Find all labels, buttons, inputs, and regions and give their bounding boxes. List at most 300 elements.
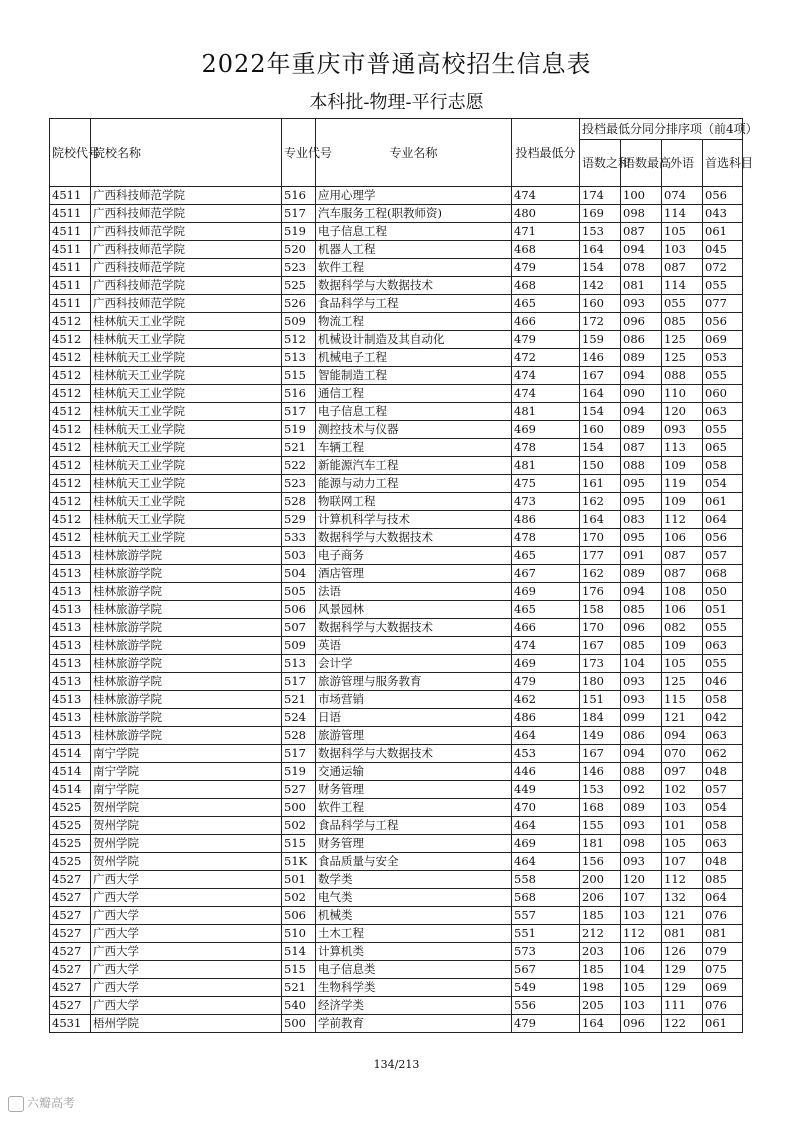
cell-school-name: 广西大学 [91, 907, 282, 925]
cell-major-name: 计算机科学与技术 [316, 511, 512, 529]
cell-school-code: 4513 [50, 655, 91, 673]
cell-foreign-language: 113 [662, 439, 703, 457]
table-row [50, 475, 743, 493]
cell-min-score: 465 [512, 295, 580, 313]
cell-major-code: 527 [282, 781, 316, 799]
cell-foreign-language: 109 [662, 637, 703, 655]
cell-foreign-language: 125 [662, 349, 703, 367]
cell-school-code: 4511 [50, 205, 91, 223]
table-row [50, 655, 743, 673]
cell-chinese-math-sum: 146 [580, 763, 621, 781]
table-row [50, 439, 743, 457]
cell-school-code: 4513 [50, 637, 91, 655]
cell-school-code: 4513 [50, 583, 91, 601]
cell-school-name: 广西科技师范学院 [91, 223, 282, 241]
cell-foreign-language: 112 [662, 511, 703, 529]
cell-major-name: 数据科学与大数据技术 [316, 277, 512, 295]
cell-major-name: 电气类 [316, 889, 512, 907]
cell-major-name: 土木工程 [316, 925, 512, 943]
cell-major-name: 食品科学与工程 [316, 295, 512, 313]
table-row [50, 835, 743, 853]
cell-min-score: 468 [512, 241, 580, 259]
header-preferred-subject: 首选科目 [703, 140, 743, 187]
cell-major-code: 509 [282, 637, 316, 655]
cell-major-code: 526 [282, 295, 316, 313]
cell-min-score: 481 [512, 403, 580, 421]
cell-major-name: 软件工程 [316, 259, 512, 277]
cell-min-score: 465 [512, 547, 580, 565]
cell-major-name: 财务管理 [316, 781, 512, 799]
header-chinese-math-sum: 语数之和 [580, 140, 621, 187]
table-row [50, 277, 743, 295]
cell-chinese-math-sum: 203 [580, 943, 621, 961]
cell-major-code: 517 [282, 673, 316, 691]
cell-major-name: 计算机类 [316, 943, 512, 961]
table-row [50, 871, 743, 889]
cell-preferred-subject: 063 [703, 637, 743, 655]
cell-major-name: 日语 [316, 709, 512, 727]
cell-foreign-language: 102 [662, 781, 703, 799]
cell-preferred-subject: 055 [703, 277, 743, 295]
cell-major-name: 食品科学与工程 [316, 817, 512, 835]
cell-major-name: 新能源汽车工程 [316, 457, 512, 475]
cell-chinese-math-max: 100 [621, 187, 662, 205]
table-row [50, 511, 743, 529]
cell-foreign-language: 094 [662, 727, 703, 745]
cell-foreign-language: 106 [662, 601, 703, 619]
cell-major-name: 机械电子工程 [316, 349, 512, 367]
cell-foreign-language: 087 [662, 259, 703, 277]
cell-min-score: 573 [512, 943, 580, 961]
cell-school-code: 4512 [50, 439, 91, 457]
cell-min-score: 568 [512, 889, 580, 907]
table-row [50, 709, 743, 727]
cell-major-name: 英语 [316, 637, 512, 655]
cell-min-score: 453 [512, 745, 580, 763]
table-row [50, 979, 743, 997]
cell-chinese-math-sum: 173 [580, 655, 621, 673]
cell-major-code: 529 [282, 511, 316, 529]
cell-chinese-math-sum: 185 [580, 961, 621, 979]
cell-chinese-math-sum: 167 [580, 637, 621, 655]
cell-preferred-subject: 063 [703, 727, 743, 745]
cell-chinese-math-sum: 185 [580, 907, 621, 925]
cell-chinese-math-sum: 162 [580, 565, 621, 583]
table-row [50, 457, 743, 475]
cell-school-name: 桂林航天工业学院 [91, 493, 282, 511]
cell-school-name: 桂林航天工业学院 [91, 475, 282, 493]
cell-school-name: 梧州学院 [91, 1015, 282, 1033]
cell-chinese-math-sum: 154 [580, 259, 621, 277]
cell-preferred-subject: 048 [703, 853, 743, 871]
cell-major-name: 生物科学类 [316, 979, 512, 997]
cell-min-score: 471 [512, 223, 580, 241]
cell-major-name: 食品质量与安全 [316, 853, 512, 871]
cell-foreign-language: 110 [662, 385, 703, 403]
cell-preferred-subject: 068 [703, 565, 743, 583]
cell-preferred-subject: 058 [703, 817, 743, 835]
cell-major-name: 财务管理 [316, 835, 512, 853]
cell-school-name: 桂林航天工业学院 [91, 313, 282, 331]
cell-school-name: 广西科技师范学院 [91, 277, 282, 295]
cell-major-name: 物联网工程 [316, 493, 512, 511]
cell-chinese-math-sum: 162 [580, 493, 621, 511]
cell-min-score: 467 [512, 565, 580, 583]
cell-chinese-math-max: 098 [621, 205, 662, 223]
cell-chinese-math-max: 106 [621, 943, 662, 961]
cell-major-name: 电子信息类 [316, 961, 512, 979]
cell-preferred-subject: 063 [703, 835, 743, 853]
cell-chinese-math-sum: 164 [580, 385, 621, 403]
cell-school-name: 桂林旅游学院 [91, 547, 282, 565]
cell-preferred-subject: 054 [703, 799, 743, 817]
cell-major-code: 522 [282, 457, 316, 475]
cell-school-name: 桂林旅游学院 [91, 601, 282, 619]
cell-chinese-math-sum: 164 [580, 511, 621, 529]
cell-min-score: 474 [512, 187, 580, 205]
cell-preferred-subject: 065 [703, 439, 743, 457]
cell-school-code: 4525 [50, 853, 91, 871]
cell-chinese-math-sum: 180 [580, 673, 621, 691]
cell-foreign-language: 115 [662, 691, 703, 709]
cell-foreign-language: 106 [662, 529, 703, 547]
cell-school-code: 4514 [50, 781, 91, 799]
cell-chinese-math-sum: 167 [580, 367, 621, 385]
cell-preferred-subject: 058 [703, 457, 743, 475]
cell-school-name: 桂林旅游学院 [91, 673, 282, 691]
cell-foreign-language: 093 [662, 421, 703, 439]
cell-major-name: 数学类 [316, 871, 512, 889]
cell-foreign-language: 074 [662, 187, 703, 205]
cell-min-score: 474 [512, 637, 580, 655]
cell-preferred-subject: 048 [703, 763, 743, 781]
table-row [50, 385, 743, 403]
cell-preferred-subject: 055 [703, 655, 743, 673]
cell-chinese-math-sum: 153 [580, 223, 621, 241]
cell-min-score: 479 [512, 673, 580, 691]
cell-school-code: 4512 [50, 403, 91, 421]
table-row [50, 601, 743, 619]
cell-major-code: 519 [282, 223, 316, 241]
table-row [50, 493, 743, 511]
cell-preferred-subject: 045 [703, 241, 743, 259]
cell-school-name: 桂林航天工业学院 [91, 421, 282, 439]
watermark-text: 六瓣高考 [27, 1096, 76, 1110]
cell-foreign-language: 088 [662, 367, 703, 385]
cell-major-code: 506 [282, 601, 316, 619]
cell-min-score: 479 [512, 1015, 580, 1033]
cell-major-code: 521 [282, 691, 316, 709]
cell-school-name: 桂林旅游学院 [91, 637, 282, 655]
cell-major-name: 通信工程 [316, 385, 512, 403]
cell-school-name: 桂林旅游学院 [91, 583, 282, 601]
cell-chinese-math-sum: 198 [580, 979, 621, 997]
cell-chinese-math-max: 094 [621, 403, 662, 421]
page-number: 134/213 [373, 1058, 420, 1071]
cell-chinese-math-sum: 142 [580, 277, 621, 295]
cell-chinese-math-sum: 168 [580, 799, 621, 817]
cell-preferred-subject: 056 [703, 313, 743, 331]
cell-major-name: 机械类 [316, 907, 512, 925]
cell-school-name: 广西科技师范学院 [91, 187, 282, 205]
cell-chinese-math-sum: 200 [580, 871, 621, 889]
cell-chinese-math-max: 089 [621, 799, 662, 817]
cell-major-code: 506 [282, 907, 316, 925]
cell-foreign-language: 109 [662, 457, 703, 475]
cell-major-name: 数据科学与大数据技术 [316, 619, 512, 637]
cell-chinese-math-max: 088 [621, 763, 662, 781]
cell-school-code: 4512 [50, 457, 91, 475]
cell-foreign-language: 105 [662, 655, 703, 673]
cell-major-name: 市场营销 [316, 691, 512, 709]
cell-chinese-math-max: 095 [621, 529, 662, 547]
table-row [50, 349, 743, 367]
table-row [50, 367, 743, 385]
cell-preferred-subject: 043 [703, 205, 743, 223]
cell-school-code: 4512 [50, 367, 91, 385]
cell-major-code: 515 [282, 961, 316, 979]
cell-major-name: 酒店管理 [316, 565, 512, 583]
cell-preferred-subject: 076 [703, 997, 743, 1015]
table-row [50, 187, 743, 205]
cell-major-code: 519 [282, 763, 316, 781]
cell-chinese-math-sum: 159 [580, 331, 621, 349]
cell-major-code: 525 [282, 277, 316, 295]
cell-chinese-math-sum: 164 [580, 241, 621, 259]
cell-min-score: 486 [512, 709, 580, 727]
cell-major-name: 学前教育 [316, 1015, 512, 1033]
cell-major-code: 519 [282, 421, 316, 439]
cell-school-code: 4511 [50, 241, 91, 259]
cell-min-score: 465 [512, 601, 580, 619]
cell-preferred-subject: 042 [703, 709, 743, 727]
header-foreign-language: 外语 [662, 140, 703, 187]
cell-school-name: 贺州学院 [91, 835, 282, 853]
cell-major-name: 汽车服务工程(职教师资) [316, 205, 512, 223]
cell-foreign-language: 112 [662, 871, 703, 889]
cell-preferred-subject: 055 [703, 421, 743, 439]
cell-foreign-language: 114 [662, 277, 703, 295]
cell-min-score: 446 [512, 763, 580, 781]
cell-chinese-math-sum: 151 [580, 691, 621, 709]
table-row [50, 691, 743, 709]
cell-school-code: 4513 [50, 619, 91, 637]
cell-min-score: 474 [512, 367, 580, 385]
cell-chinese-math-max: 088 [621, 457, 662, 475]
cell-preferred-subject: 053 [703, 349, 743, 367]
cell-school-name: 广西大学 [91, 889, 282, 907]
cell-major-name: 数据科学与大数据技术 [316, 745, 512, 763]
cell-chinese-math-max: 098 [621, 835, 662, 853]
cell-chinese-math-sum: 205 [580, 997, 621, 1015]
cell-foreign-language: 132 [662, 889, 703, 907]
cell-min-score: 481 [512, 457, 580, 475]
cell-chinese-math-sum: 169 [580, 205, 621, 223]
table-row [50, 817, 743, 835]
table-row [50, 907, 743, 925]
cell-preferred-subject: 057 [703, 781, 743, 799]
cell-chinese-math-sum: 161 [580, 475, 621, 493]
page-title: 2022年重庆市普通高校招生信息表 [201, 50, 592, 78]
cell-min-score: 479 [512, 331, 580, 349]
cell-school-code: 4531 [50, 1015, 91, 1033]
cell-preferred-subject: 064 [703, 511, 743, 529]
cell-major-name: 交通运输 [316, 763, 512, 781]
cell-foreign-language: 103 [662, 241, 703, 259]
cell-major-name: 机器人工程 [316, 241, 512, 259]
cell-foreign-language: 125 [662, 673, 703, 691]
cell-chinese-math-max: 120 [621, 871, 662, 889]
cell-preferred-subject: 056 [703, 187, 743, 205]
cell-min-score: 469 [512, 835, 580, 853]
cell-chinese-math-sum: 176 [580, 583, 621, 601]
cell-foreign-language: 122 [662, 1015, 703, 1033]
cell-foreign-language: 120 [662, 403, 703, 421]
cell-min-score: 472 [512, 349, 580, 367]
watermark-logo-icon [8, 1096, 24, 1112]
cell-chinese-math-max: 086 [621, 727, 662, 745]
cell-school-name: 桂林航天工业学院 [91, 511, 282, 529]
cell-preferred-subject: 072 [703, 259, 743, 277]
cell-major-code: 517 [282, 403, 316, 421]
cell-school-name: 广西大学 [91, 925, 282, 943]
cell-chinese-math-max: 091 [621, 547, 662, 565]
cell-major-code: 514 [282, 943, 316, 961]
cell-min-score: 558 [512, 871, 580, 889]
cell-major-code: 533 [282, 529, 316, 547]
table-row [50, 925, 743, 943]
cell-min-score: 464 [512, 817, 580, 835]
table-row [50, 781, 743, 799]
cell-preferred-subject: 069 [703, 331, 743, 349]
header-school-code: 院校代号 [50, 119, 91, 187]
page-subtitle: 本科批-物理-平行志愿 [309, 92, 484, 113]
cell-school-code: 4511 [50, 259, 91, 277]
cell-chinese-math-max: 094 [621, 583, 662, 601]
cell-foreign-language: 121 [662, 907, 703, 925]
cell-school-name: 贺州学院 [91, 853, 282, 871]
cell-major-code: 503 [282, 547, 316, 565]
cell-chinese-math-sum: 184 [580, 709, 621, 727]
cell-preferred-subject: 063 [703, 403, 743, 421]
cell-min-score: 557 [512, 907, 580, 925]
cell-foreign-language: 070 [662, 745, 703, 763]
cell-major-name: 电子商务 [316, 547, 512, 565]
cell-major-code: 504 [282, 565, 316, 583]
cell-chinese-math-sum: 164 [580, 1015, 621, 1033]
cell-school-code: 4512 [50, 511, 91, 529]
cell-chinese-math-max: 103 [621, 907, 662, 925]
cell-foreign-language: 129 [662, 961, 703, 979]
cell-school-code: 4512 [50, 475, 91, 493]
cell-major-code: 521 [282, 439, 316, 457]
cell-major-code: 521 [282, 979, 316, 997]
table-row [50, 205, 743, 223]
cell-foreign-language: 126 [662, 943, 703, 961]
cell-foreign-language: 097 [662, 763, 703, 781]
table-row [50, 295, 743, 313]
cell-school-code: 4512 [50, 385, 91, 403]
cell-chinese-math-max: 104 [621, 655, 662, 673]
cell-chinese-math-max: 089 [621, 349, 662, 367]
cell-chinese-math-max: 103 [621, 997, 662, 1015]
cell-min-score: 479 [512, 259, 580, 277]
cell-chinese-math-sum: 206 [580, 889, 621, 907]
cell-school-code: 4527 [50, 979, 91, 997]
cell-chinese-math-max: 096 [621, 1015, 662, 1033]
cell-school-name: 南宁学院 [91, 763, 282, 781]
table-row [50, 943, 743, 961]
cell-min-score: 567 [512, 961, 580, 979]
cell-min-score: 556 [512, 997, 580, 1015]
cell-major-code: 513 [282, 655, 316, 673]
table-row [50, 727, 743, 745]
cell-school-code: 4513 [50, 547, 91, 565]
admission-table [49, 118, 758, 1033]
cell-major-name: 能源与动力工程 [316, 475, 512, 493]
cell-preferred-subject: 051 [703, 601, 743, 619]
cell-chinese-math-sum: 156 [580, 853, 621, 871]
cell-min-score: 469 [512, 421, 580, 439]
cell-school-code: 4513 [50, 691, 91, 709]
cell-major-code: 517 [282, 745, 316, 763]
cell-chinese-math-sum: 160 [580, 295, 621, 313]
table-row [50, 799, 743, 817]
cell-chinese-math-max: 095 [621, 493, 662, 511]
cell-chinese-math-max: 096 [621, 313, 662, 331]
cell-chinese-math-max: 092 [621, 781, 662, 799]
cell-preferred-subject: 075 [703, 961, 743, 979]
cell-school-name: 广西科技师范学院 [91, 241, 282, 259]
cell-min-score: 475 [512, 475, 580, 493]
cell-preferred-subject: 077 [703, 295, 743, 313]
cell-school-code: 4527 [50, 997, 91, 1015]
cell-school-name: 广西大学 [91, 997, 282, 1015]
cell-school-code: 4527 [50, 943, 91, 961]
table-row [50, 997, 743, 1015]
table-row [50, 637, 743, 655]
cell-chinese-math-max: 093 [621, 295, 662, 313]
cell-preferred-subject: 060 [703, 385, 743, 403]
cell-major-code: 510 [282, 925, 316, 943]
cell-chinese-math-sum: 167 [580, 745, 621, 763]
cell-foreign-language: 082 [662, 619, 703, 637]
cell-major-name: 应用心理学 [316, 187, 512, 205]
cell-major-code: 51K [282, 853, 316, 871]
cell-major-code: 516 [282, 187, 316, 205]
cell-school-name: 广西科技师范学院 [91, 205, 282, 223]
cell-chinese-math-sum: 153 [580, 781, 621, 799]
cell-major-code: 524 [282, 709, 316, 727]
cell-major-code: 520 [282, 241, 316, 259]
cell-chinese-math-max: 081 [621, 277, 662, 295]
cell-chinese-math-max: 090 [621, 385, 662, 403]
table-row [50, 673, 743, 691]
cell-foreign-language: 101 [662, 817, 703, 835]
table-row [50, 745, 743, 763]
cell-foreign-language: 111 [662, 997, 703, 1015]
cell-school-name: 贺州学院 [91, 817, 282, 835]
cell-school-name: 桂林航天工业学院 [91, 403, 282, 421]
cell-major-code: 516 [282, 385, 316, 403]
cell-major-name: 车辆工程 [316, 439, 512, 457]
table-row [50, 547, 743, 565]
cell-major-name: 机械设计制造及其自动化 [316, 331, 512, 349]
table-body [50, 187, 743, 1033]
cell-min-score: 474 [512, 385, 580, 403]
cell-preferred-subject: 079 [703, 943, 743, 961]
cell-preferred-subject: 061 [703, 493, 743, 511]
